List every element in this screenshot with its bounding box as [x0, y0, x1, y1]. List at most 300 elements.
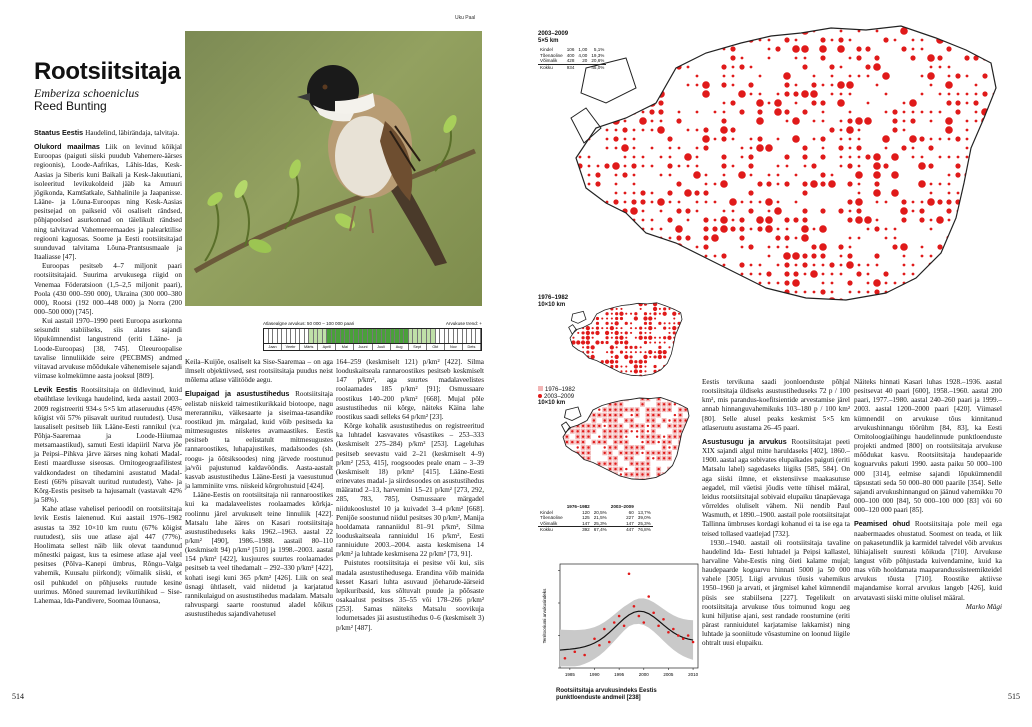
- table-cell: 20: [582, 58, 588, 64]
- atlas-dot: [945, 81, 953, 89]
- atlas-dot: [721, 253, 726, 258]
- atlas-dot: [696, 210, 699, 213]
- atlas-dot: [685, 208, 690, 213]
- atlas-dot: [616, 308, 618, 310]
- atlas-dot: [840, 156, 843, 159]
- atlas-dot: [1000, 235, 1005, 240]
- atlas-dot: [577, 375, 580, 378]
- atlas-dot: [575, 456, 580, 461]
- atlas-dot: [586, 307, 589, 310]
- atlas-dot: [721, 82, 726, 87]
- section-heading: Levik Eestis: [34, 385, 81, 395]
- atlas-dot: [635, 472, 640, 477]
- atlas-dot: [673, 375, 675, 377]
- atlas-dot: [620, 365, 622, 367]
- atlas-dot: [615, 192, 618, 195]
- table-cell: 13,7%: [637, 509, 651, 515]
- atlas-dot: [579, 21, 582, 24]
- atlas-dot: [608, 461, 613, 466]
- atlas-dot: [849, 147, 852, 150]
- atlas-dot: [966, 246, 969, 249]
- atlas-dot: [610, 360, 614, 364]
- atlas-dot: [858, 156, 861, 159]
- atlas-dot: [1000, 244, 1005, 249]
- atlas-dot: [765, 225, 773, 233]
- atlas-dot: [647, 425, 649, 427]
- atlas-dot: [1002, 228, 1005, 231]
- atlas-dot: [639, 370, 642, 373]
- atlas-dot: [646, 456, 651, 461]
- atlas-dot: [640, 351, 642, 353]
- atlas-dot: [635, 327, 637, 329]
- atlas-dot: [957, 273, 960, 276]
- atlas-dot: [654, 337, 656, 339]
- atlas-dot: [973, 262, 978, 267]
- atlas-dot: [640, 445, 645, 450]
- atlas-dot: [795, 264, 798, 267]
- atlas-dot: [689, 418, 694, 423]
- atlas-dot: [673, 370, 675, 372]
- atlas-dot: [651, 429, 656, 434]
- atlas-dot: [885, 93, 888, 96]
- atlas-dot: [658, 109, 663, 114]
- atlas-dot: [624, 282, 627, 285]
- atlas-dot: [683, 451, 688, 456]
- atlas-dot: [696, 264, 699, 267]
- atlas-dot: [921, 93, 924, 96]
- atlas-dot: [741, 147, 744, 150]
- calendar-month: Okt: [427, 344, 445, 350]
- table-cell: Võimalik: [540, 520, 558, 526]
- atlas-dot: [964, 280, 969, 285]
- atlas-dot: [620, 308, 622, 310]
- atlas-dot: [874, 181, 879, 186]
- atlas-dot: [1000, 271, 1005, 276]
- atlas-dot: [939, 66, 942, 69]
- atlas-dot: [631, 235, 636, 240]
- atlas-dot: [588, 156, 591, 159]
- atlas-dot: [738, 90, 746, 98]
- atlas-dot: [822, 282, 825, 285]
- island-outline: [571, 108, 601, 143]
- atlas-dot: [631, 414, 633, 416]
- island-outline: [581, 58, 636, 103]
- atlas-dot: [606, 48, 609, 51]
- calendar-grid: [263, 328, 482, 344]
- atlas-dot: [582, 468, 584, 470]
- atlas-dot: [820, 208, 825, 213]
- atlas-dot: [630, 327, 632, 329]
- atlas-dot: [663, 355, 666, 358]
- atlas-dot: [653, 307, 657, 311]
- trend-point: [603, 628, 606, 631]
- atlas-dot: [946, 46, 951, 51]
- atlas-dot: [828, 297, 836, 305]
- atlas-dot: [730, 10, 735, 15]
- atlas-dot: [604, 73, 609, 78]
- atlas-dot: [966, 120, 969, 123]
- atlas-dot: [750, 66, 753, 69]
- atlas-dot: [730, 127, 735, 132]
- atlas-dot: [619, 434, 624, 439]
- atlas-dot: [624, 120, 627, 123]
- atlas-dot: [615, 219, 618, 222]
- atlas-dot: [667, 163, 672, 168]
- atlas-dot: [936, 288, 944, 296]
- atlas-dot: [705, 201, 708, 204]
- atlas-dot: [930, 273, 933, 276]
- atlas-dot: [620, 351, 623, 354]
- atlas-dot: [603, 252, 611, 260]
- atlas-dot: [575, 467, 580, 472]
- atlas-dot: [669, 255, 672, 258]
- atlas-dot: [673, 303, 675, 305]
- text-column-1: [34, 124, 182, 684]
- atlas-dot: [867, 228, 870, 231]
- trend-point: [564, 657, 567, 660]
- atlas-dot: [689, 440, 694, 445]
- atlas-dot: [624, 12, 627, 15]
- atlas-dot: [570, 57, 573, 60]
- atlas-dot: [606, 138, 609, 141]
- atlas-dot: [1002, 147, 1005, 150]
- atlas-dot: [606, 237, 609, 240]
- trend-chart-caption: Rootsiitsitaja arvukusindeks Eestis punktloenduste andmeil [238]: [556, 688, 657, 701]
- table-cell: 125: [582, 515, 590, 521]
- atlas-dot: [559, 413, 564, 418]
- atlas-dot: [596, 327, 599, 330]
- atlas-dot: [921, 291, 924, 294]
- table-cell: 25,3%: [593, 520, 607, 526]
- atlas-dot: [676, 118, 681, 123]
- atlas-dot: [858, 138, 861, 141]
- atlas-dot: [642, 165, 645, 168]
- paragraph-text: Lääne-Eestis on rootsiitsitaja nii rannaroostikes kui ka madalaveelistes roolaamades kõrkja-roolinnu järel arvukuselt teine linnuliik [422]. Matsalu lahe ääres on Kasari rootsiitsitaja asustustiheduseks kaks 1962.–1963. aastal 22 p/km² [490], 1986.–1988. aastail 80–110 (keskmiselt 94) p/km² [510] ja 1998.–2003. aastal 154 p/km² [422], kusjuures suurtes roolaamades pesitseb ta veel tihedamalt – 292–330 p/km² [422], kohati isegi kuni 365 p/km² [426]. Liik on seal üsnagi ühtlaselt, vaid niidetud ja karjatatud rannikulaigud on asustustihedus madalam. Matsalu rahvuspargi saarte roostunud aladel kõikus asustustihedus sajandivahetusel: [185, 491, 333, 619]
- atlas-dot: [662, 440, 667, 445]
- atlas-dot: [633, 138, 636, 141]
- atlas-dot: [633, 147, 636, 150]
- atlas-dot: [608, 407, 613, 412]
- atlas-dot: [570, 282, 573, 285]
- atlas-dot: [765, 144, 773, 152]
- table-cell: 39,0%: [637, 515, 651, 521]
- atlas-dot: [591, 331, 594, 334]
- atlas-dot: [635, 413, 640, 418]
- atlas-dot: [876, 84, 879, 87]
- atlas-dot: [801, 27, 809, 35]
- atlas-dot: [829, 262, 834, 267]
- atlas-dot: [660, 291, 663, 294]
- atlas-dot: [595, 369, 599, 373]
- atlas-dot: [894, 300, 897, 303]
- author-signature: [854, 603, 1002, 612]
- atlas-dot: [999, 261, 1006, 269]
- atlas-dot: [577, 356, 579, 358]
- table-cell: 428: [566, 58, 575, 64]
- atlas-dot: [768, 102, 771, 105]
- atlas-dot: [820, 100, 825, 105]
- atlas-dot: [603, 108, 611, 116]
- atlas-dot: [577, 370, 579, 372]
- atlas-dot: [966, 183, 969, 186]
- atlas-dot: [730, 100, 735, 105]
- atlas-dot: [883, 163, 888, 168]
- atlas-dot: [615, 129, 618, 132]
- atlas-dot: [757, 19, 762, 24]
- atlas-dot: [957, 246, 960, 249]
- atlas-dot: [912, 48, 915, 51]
- atlas-dot: [674, 468, 676, 470]
- atlas-dot: [910, 55, 915, 60]
- atlas-dot: [912, 300, 915, 303]
- atlas-dot: [975, 174, 978, 177]
- atlas-dot: [630, 36, 638, 44]
- atlas-dot: [568, 322, 570, 324]
- atlas-dot: [639, 327, 642, 330]
- atlas-dot: [588, 174, 591, 177]
- atlas-dot: [669, 201, 672, 204]
- atlas-dot: [595, 298, 599, 301]
- trend-point: [662, 618, 665, 621]
- atlas-dot: [946, 208, 951, 213]
- atlas-dot: [635, 461, 640, 466]
- atlas-dot: [702, 135, 710, 143]
- atlas-dot: [642, 93, 645, 96]
- atlas-dot: [648, 350, 652, 354]
- atlas-dot: [921, 48, 924, 51]
- atlas-dot: [624, 451, 629, 456]
- atlas-dot: [804, 21, 807, 24]
- paragraph: [336, 422, 484, 559]
- atlas-dot: [619, 407, 624, 412]
- atlas-dot: [982, 73, 987, 78]
- atlas-dot: [639, 298, 643, 301]
- atlas-dot: [640, 190, 645, 195]
- atlas-dot: [597, 228, 600, 231]
- atlas-dot: [667, 402, 672, 407]
- atlas-dot: [802, 145, 807, 150]
- atlas-dot: [784, 154, 789, 159]
- atlas-dot: [633, 57, 636, 60]
- paragraph: [34, 385, 182, 505]
- atlas-dot: [635, 392, 640, 396]
- atlas-dot: [973, 253, 978, 258]
- atlas-dot: [667, 336, 671, 340]
- atlas-dot: [575, 478, 580, 483]
- atlas-dot: [613, 392, 618, 396]
- atlas-dot: [993, 210, 996, 213]
- atlas-dot: [613, 407, 618, 412]
- atlas-dot: [732, 219, 735, 222]
- atlas-dot: [993, 129, 996, 132]
- atlas-dot: [840, 138, 843, 141]
- atlas-dot: [901, 199, 906, 204]
- atlas-dot: [683, 317, 685, 319]
- atlas-dot: [982, 91, 987, 96]
- page-number-left: 514: [12, 692, 24, 701]
- atlas-dot: [656, 456, 661, 461]
- atlas-dot: [820, 181, 825, 186]
- atlas-dot: [570, 237, 573, 240]
- atlas-dot: [613, 456, 618, 461]
- atlas-dot: [658, 82, 663, 87]
- paragraph: [336, 358, 484, 422]
- atlas-dot: [678, 313, 680, 315]
- atlas-dot: [903, 255, 906, 258]
- atlas-dot: [909, 135, 917, 143]
- atlas-dot: [1002, 12, 1005, 15]
- atlas-dot: [659, 337, 661, 339]
- atlas-dot: [930, 282, 933, 285]
- atlas-dot: [813, 138, 816, 141]
- atlas-dot: [678, 57, 681, 60]
- atlas-dot: [624, 273, 627, 276]
- atlas-dot: [615, 84, 618, 87]
- atlas-dot: [856, 46, 861, 51]
- atlas-dot: [723, 210, 726, 213]
- atlas-dot: [874, 226, 879, 231]
- paragraph-text: Rootsiitsitaja eelistab niiskeid taimestikurikkaid biotoope, nagu mereranniku, väikesaarte ja siseimaa-tasandike roostikud jm. märgalad, kuid võib pesitseda ka mitmesugustes niisketes avamaastikes. Eestis pesitseb ta eelistatult mitmesugustes rannaroostikes, luhapajustikes, madalsoodes (sh. roogu- ja õõtsiksoodes) ning järvede roostunud ja/või pajustunud kaldavööndis. Aasta-aastalt kasvab asustustihedus Lääne-Eesti ja vaesustunud ja lamminiite vms. niiskeid kõrgrohustuid [424].: [185, 390, 333, 491]
- atlas-dot: [687, 84, 690, 87]
- atlas-dot: [615, 355, 619, 359]
- atlas-dot: [846, 81, 854, 89]
- atlas-dot: [984, 291, 987, 294]
- atlas-dot: [975, 12, 978, 15]
- atlas-dot: [975, 156, 978, 159]
- atlas-dot: [640, 199, 645, 204]
- atlas-dot: [948, 219, 951, 222]
- atlas-dot: [684, 153, 692, 161]
- atlas-dot: [748, 163, 753, 168]
- atlas-dot: [586, 478, 591, 483]
- atlas-dot: [570, 48, 573, 51]
- atlas-dot: [644, 360, 647, 363]
- atlas-dot: [559, 392, 564, 396]
- atlas-dot: [930, 84, 933, 87]
- atlas-dot: [595, 28, 600, 33]
- atlas-dot: [629, 424, 634, 429]
- table-cell: 5,1%: [593, 47, 605, 52]
- atlas-dot: [669, 237, 672, 240]
- atlas-dot: [597, 424, 602, 429]
- map3-grid: 10×10 km: [538, 400, 566, 406]
- atlas-dot: [891, 18, 899, 26]
- atlas-dot: [575, 392, 580, 396]
- atlas-dot: [819, 9, 827, 17]
- atlas-dot: [984, 192, 987, 195]
- atlas-dot: [801, 90, 809, 98]
- table-cell: 120: [582, 509, 590, 515]
- atlas-dot: [644, 336, 647, 339]
- atlas-dot: [649, 356, 651, 358]
- atlas-dot: [577, 308, 579, 310]
- atlas-dot: [703, 280, 708, 285]
- atlas-dot: [631, 163, 636, 168]
- atlas-dot: [660, 39, 663, 42]
- atlas-dot: [892, 127, 897, 132]
- atlas-dot: [865, 64, 870, 69]
- atlas-dot: [597, 93, 600, 96]
- atlas-dot: [777, 165, 780, 168]
- atlas-dot: [588, 39, 591, 42]
- atlas-dot: [999, 90, 1006, 98]
- atlas-dot: [668, 346, 670, 348]
- atlas-dot: [644, 312, 647, 315]
- atlas-dot: [937, 55, 942, 60]
- atlas-dot: [576, 252, 584, 260]
- atlas-dot: [723, 12, 726, 15]
- map2-period: 1976–1982: [538, 295, 569, 301]
- atlas-dot: [635, 407, 640, 412]
- atlas-dot: [643, 355, 647, 359]
- atlas-dot: [939, 93, 942, 96]
- text-column-5: [854, 378, 1002, 698]
- x-tick-label: 1995: [614, 672, 625, 677]
- atlas-dot: [748, 82, 753, 87]
- atlas-dot: [939, 111, 942, 114]
- atlas-dot: [565, 434, 570, 439]
- atlas-dot: [945, 117, 953, 125]
- atlas-dot: [849, 237, 852, 240]
- atlas-dot: [867, 282, 870, 285]
- atlas-dot: [591, 375, 594, 378]
- atlas-dot: [685, 280, 690, 285]
- atlas-dot: [975, 84, 978, 87]
- atlas-dot: [891, 189, 899, 197]
- paragraph-text: Rootsiitsitaja on üldlevinud, kuid ebaühtlase levikuga haudelind, keda aastail 2003–2009 registreeriti 934-s 5×5 km atlaseruudus (45% kõigist või 57% piisavalt uuritud ruutudest). Uusa lausaliselt pesitseb liik Lääne-Eesti rannikul (v.a. Põhja-Saaremaa ja Loode-Hiiumaa metsamaastikud), samuti Eesti idapiiril Narva jõe ja Peipsi–Pihkva järve äärses ning kohati Madal-Eesti maardlusse siseosas. Ornitogeograafilistest valdkondadest on tihedamini asustatud Madal-Eesti (66% piisavalt uuritud ruutudest), Vahe- ja Kõrg-Eestis pesitseb ta hajusamalt (vastavalt 42% ja 58%).: [34, 386, 182, 505]
- atlas-dot: [649, 109, 654, 114]
- atlas-dot: [738, 297, 746, 305]
- atlas-dot: [948, 39, 951, 42]
- atlas-dot: [624, 407, 629, 412]
- atlas-dot: [946, 100, 951, 105]
- atlas-dot: [683, 402, 688, 407]
- atlas-dot: [649, 322, 652, 325]
- atlas-dot: [840, 12, 843, 15]
- atlas-dot: [802, 154, 807, 159]
- atlas-dot: [975, 273, 978, 276]
- atlas-dot: [901, 145, 906, 150]
- atlas-dot: [777, 246, 780, 249]
- atlas-dot: [802, 181, 807, 186]
- atlas-dot: [592, 429, 597, 434]
- atlas-dot: [804, 291, 807, 294]
- atlas-dot: [696, 165, 699, 168]
- atlas-dot: [683, 445, 688, 450]
- calendar-month: Nov: [445, 344, 463, 350]
- atlas-dot: [993, 57, 996, 60]
- atlas-dot: [606, 147, 609, 150]
- atlas-dot: [596, 365, 598, 367]
- atlas-dot: [739, 262, 744, 267]
- atlas-dots: [567, 298, 686, 378]
- atlas-dot: [840, 129, 843, 132]
- atlas-dot: [829, 64, 834, 69]
- atlas-dot: [678, 413, 683, 418]
- atlas-dot: [858, 264, 861, 267]
- atlas-dot: [575, 429, 580, 434]
- atlas-dot: [678, 147, 681, 150]
- atlas-dot: [955, 73, 960, 78]
- atlas-dot: [855, 171, 863, 179]
- atlas-dot: [640, 64, 645, 69]
- atlas-dot: [605, 312, 608, 315]
- atlas-dot: [846, 9, 854, 17]
- atlas-dot: [795, 102, 798, 105]
- trend-point: [677, 634, 680, 637]
- atlas-dot: [619, 392, 624, 396]
- section-heading: Olukord maailmas: [34, 142, 106, 152]
